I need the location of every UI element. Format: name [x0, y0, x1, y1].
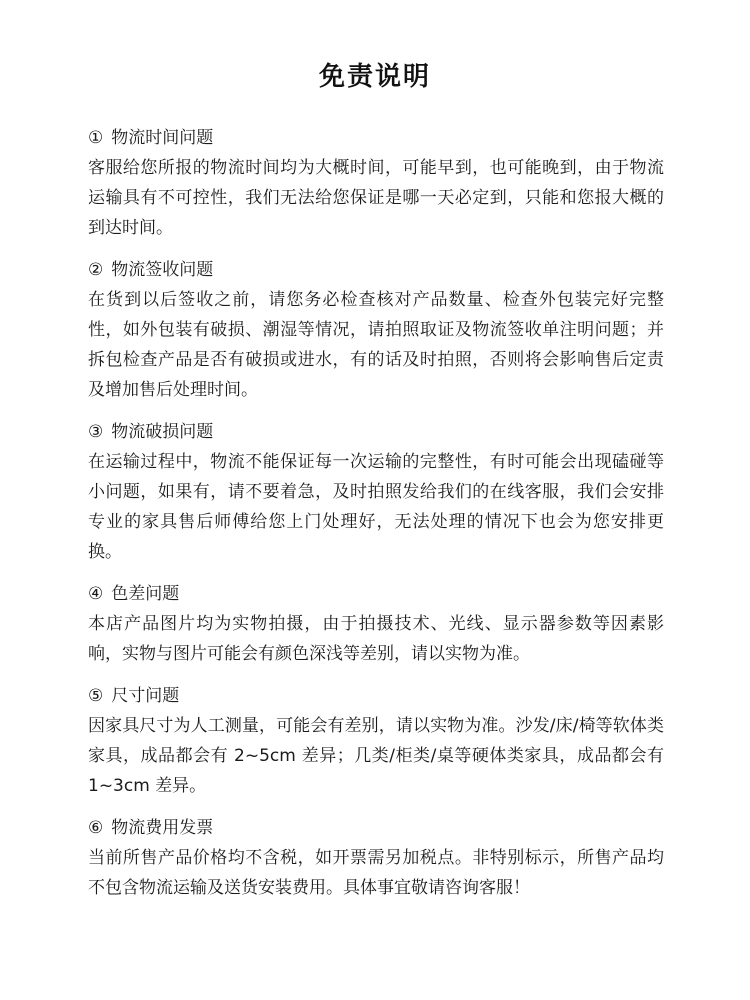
section-heading-text: 色差问题 [111, 584, 180, 604]
section-number: ⑥ [88, 818, 104, 838]
section-heading [88, 123, 664, 153]
section-heading-text: 物流费用发票 [111, 818, 214, 838]
disclaimer-sections [88, 123, 664, 915]
section-number: ① [88, 128, 104, 148]
section-heading [88, 579, 664, 609]
section-body: 在货到以后签收之前，请您务必检查核对产品数量、检查外包装完好完整性，如外包装有破损、潮湿等情况，请拍照取证及物流签收单注明问题；并拆包检查产品是否有破损或进水，有的话及时拍照，否则将会影响售后定责及增加售后处理时间。 [88, 290, 664, 400]
section-body: 因家具尺寸为人工测量，可能会有差别，请以实物为准。沙发/床/椅等软体类家具，成品都会有 2~5cm 差异；几类/柜类/桌等硬体类家具，成品都会有 1~3cm 差异。 [88, 716, 664, 796]
section-number: ⑤ [88, 686, 104, 706]
section-heading-text: 物流时间问题 [111, 128, 214, 148]
section-heading [88, 813, 664, 843]
section-body: 客服给您所报的物流时间均为大概时间，可能早到，也可能晚到，由于物流运输具有不可控性，我们无法给您保证是哪一天必定到，只能和您报大概的到达时间。 [88, 158, 664, 238]
section-logistics-invoice [88, 813, 664, 903]
section-logistics-damage [88, 417, 664, 567]
section-heading-text: 物流签收问题 [111, 260, 214, 280]
section-heading [88, 681, 664, 711]
section-logistics-time [88, 123, 664, 243]
section-body: 当前所售产品价格均不含税，如开票需另加税点。非特别标示，所售产品均不包含物流运输及送货安装费用。具体事宜敬请咨询客服！ [88, 848, 664, 898]
section-heading [88, 417, 664, 447]
section-color-difference [88, 579, 664, 669]
page-title: 免责说明 [318, 62, 431, 92]
section-size [88, 681, 664, 801]
section-body: 本店产品图片均为实物拍摄，由于拍摄技术、光线、显示器参数等因素影响，实物与图片可能会有颜色深浅等差别，请以实物为准。 [88, 614, 664, 664]
section-heading-text: 物流破损问题 [111, 422, 214, 442]
section-number: ④ [88, 584, 104, 604]
section-logistics-signing [88, 255, 664, 405]
section-heading-text: 尺寸问题 [111, 686, 180, 706]
section-number: ② [88, 260, 104, 280]
section-heading [88, 255, 664, 285]
section-number: ③ [88, 422, 104, 442]
section-body: 在运输过程中，物流不能保证每一次运输的完整性，有时可能会出现磕碰等小问题，如果有，请不要着急，及时拍照发给我们的在线客服，我们会安排专业的家具售后师傅给您上门处理好，无法处理的情况下也会为您安排更换。 [88, 452, 664, 562]
